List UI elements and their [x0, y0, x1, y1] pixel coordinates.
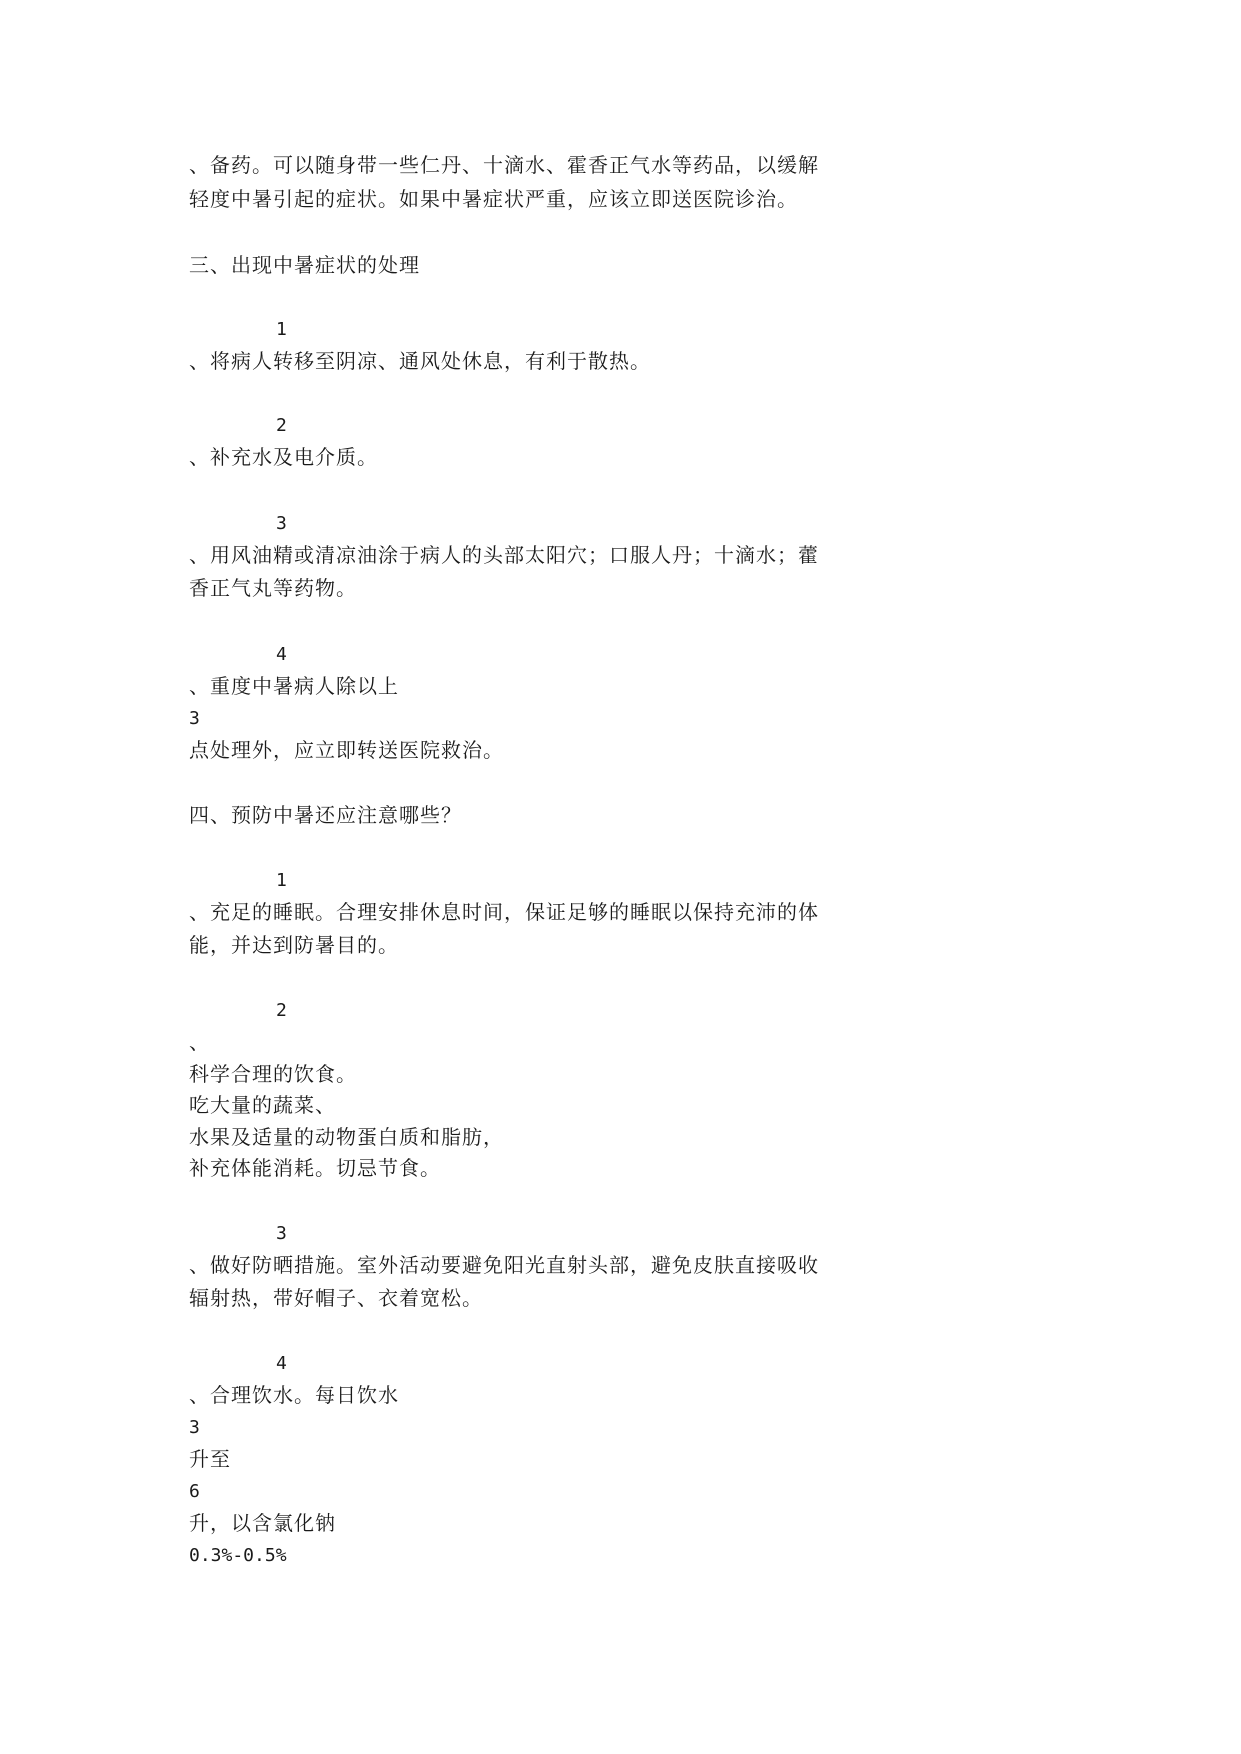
section-heading: 四、预防中暑还应注意哪些？ [189, 803, 462, 827]
list-item-text: 、充足的睡眠。合理安排休息时间，保证足够的睡眠以保持充沛的体 [189, 900, 819, 924]
list-item-text: 、补充水及电介质。 [189, 445, 378, 469]
list-item-text: 升，以含氯化钠 [189, 1511, 336, 1535]
list-item-text: 、用风油精或清凉油涂于病人的头部太阳穴；口服人丹；十滴水；藿 [189, 543, 819, 567]
list-item-text: 升至 [189, 1447, 231, 1471]
list-item-text: 、将病人转移至阴凉、通风处休息，有利于散热。 [189, 349, 651, 373]
list-item-number: 4 [276, 1353, 287, 1374]
list-item-number: 2 [276, 1000, 287, 1021]
list-item-text: 能，并达到防暑目的。 [189, 933, 399, 957]
list-item-text: 、 [189, 1030, 210, 1054]
list-item-text: 、重度中暑病人除以上 [189, 674, 399, 698]
list-item-number: 2 [276, 415, 287, 436]
list-item-text: 0.3%-0.5% [189, 1545, 287, 1566]
list-item-number: 1 [276, 870, 287, 891]
list-item-number: 3 [276, 513, 287, 534]
list-item-text: 补充体能消耗。切忌节食。 [189, 1156, 441, 1180]
paragraph-line: 轻度中暑引起的症状。如果中暑症状严重，应该立即送医院诊治。 [189, 187, 798, 211]
list-item-number: 1 [276, 319, 287, 340]
list-item-text: 点处理外，应立即转送医院救治。 [189, 738, 504, 762]
list-item-text: 3 [189, 708, 200, 729]
list-item-text: 、做好防晒措施。室外活动要避免阳光直射头部，避免皮肤直接吸收 [189, 1253, 819, 1277]
paragraph-line: 、备药。可以随身带一些仁丹、十滴水、霍香正气水等药品，以缓解 [189, 153, 819, 177]
list-item-text: 科学合理的饮食。 [189, 1062, 357, 1086]
list-item-text: 辐射热，带好帽子、衣着宽松。 [189, 1286, 483, 1310]
list-item-text: 香正气丸等药物。 [189, 576, 357, 600]
list-item-text: 水果及适量的动物蛋白质和脂肪， [189, 1125, 504, 1149]
section-heading: 三、出现中暑症状的处理 [189, 253, 420, 277]
list-item-text: 、合理饮水。每日饮水 [189, 1383, 399, 1407]
list-item-number: 4 [276, 644, 287, 665]
list-item-number: 3 [276, 1223, 287, 1244]
list-item-text: 吃大量的蔬菜、 [189, 1093, 336, 1117]
list-item-text: 6 [189, 1481, 200, 1502]
list-item-text: 3 [189, 1417, 200, 1438]
